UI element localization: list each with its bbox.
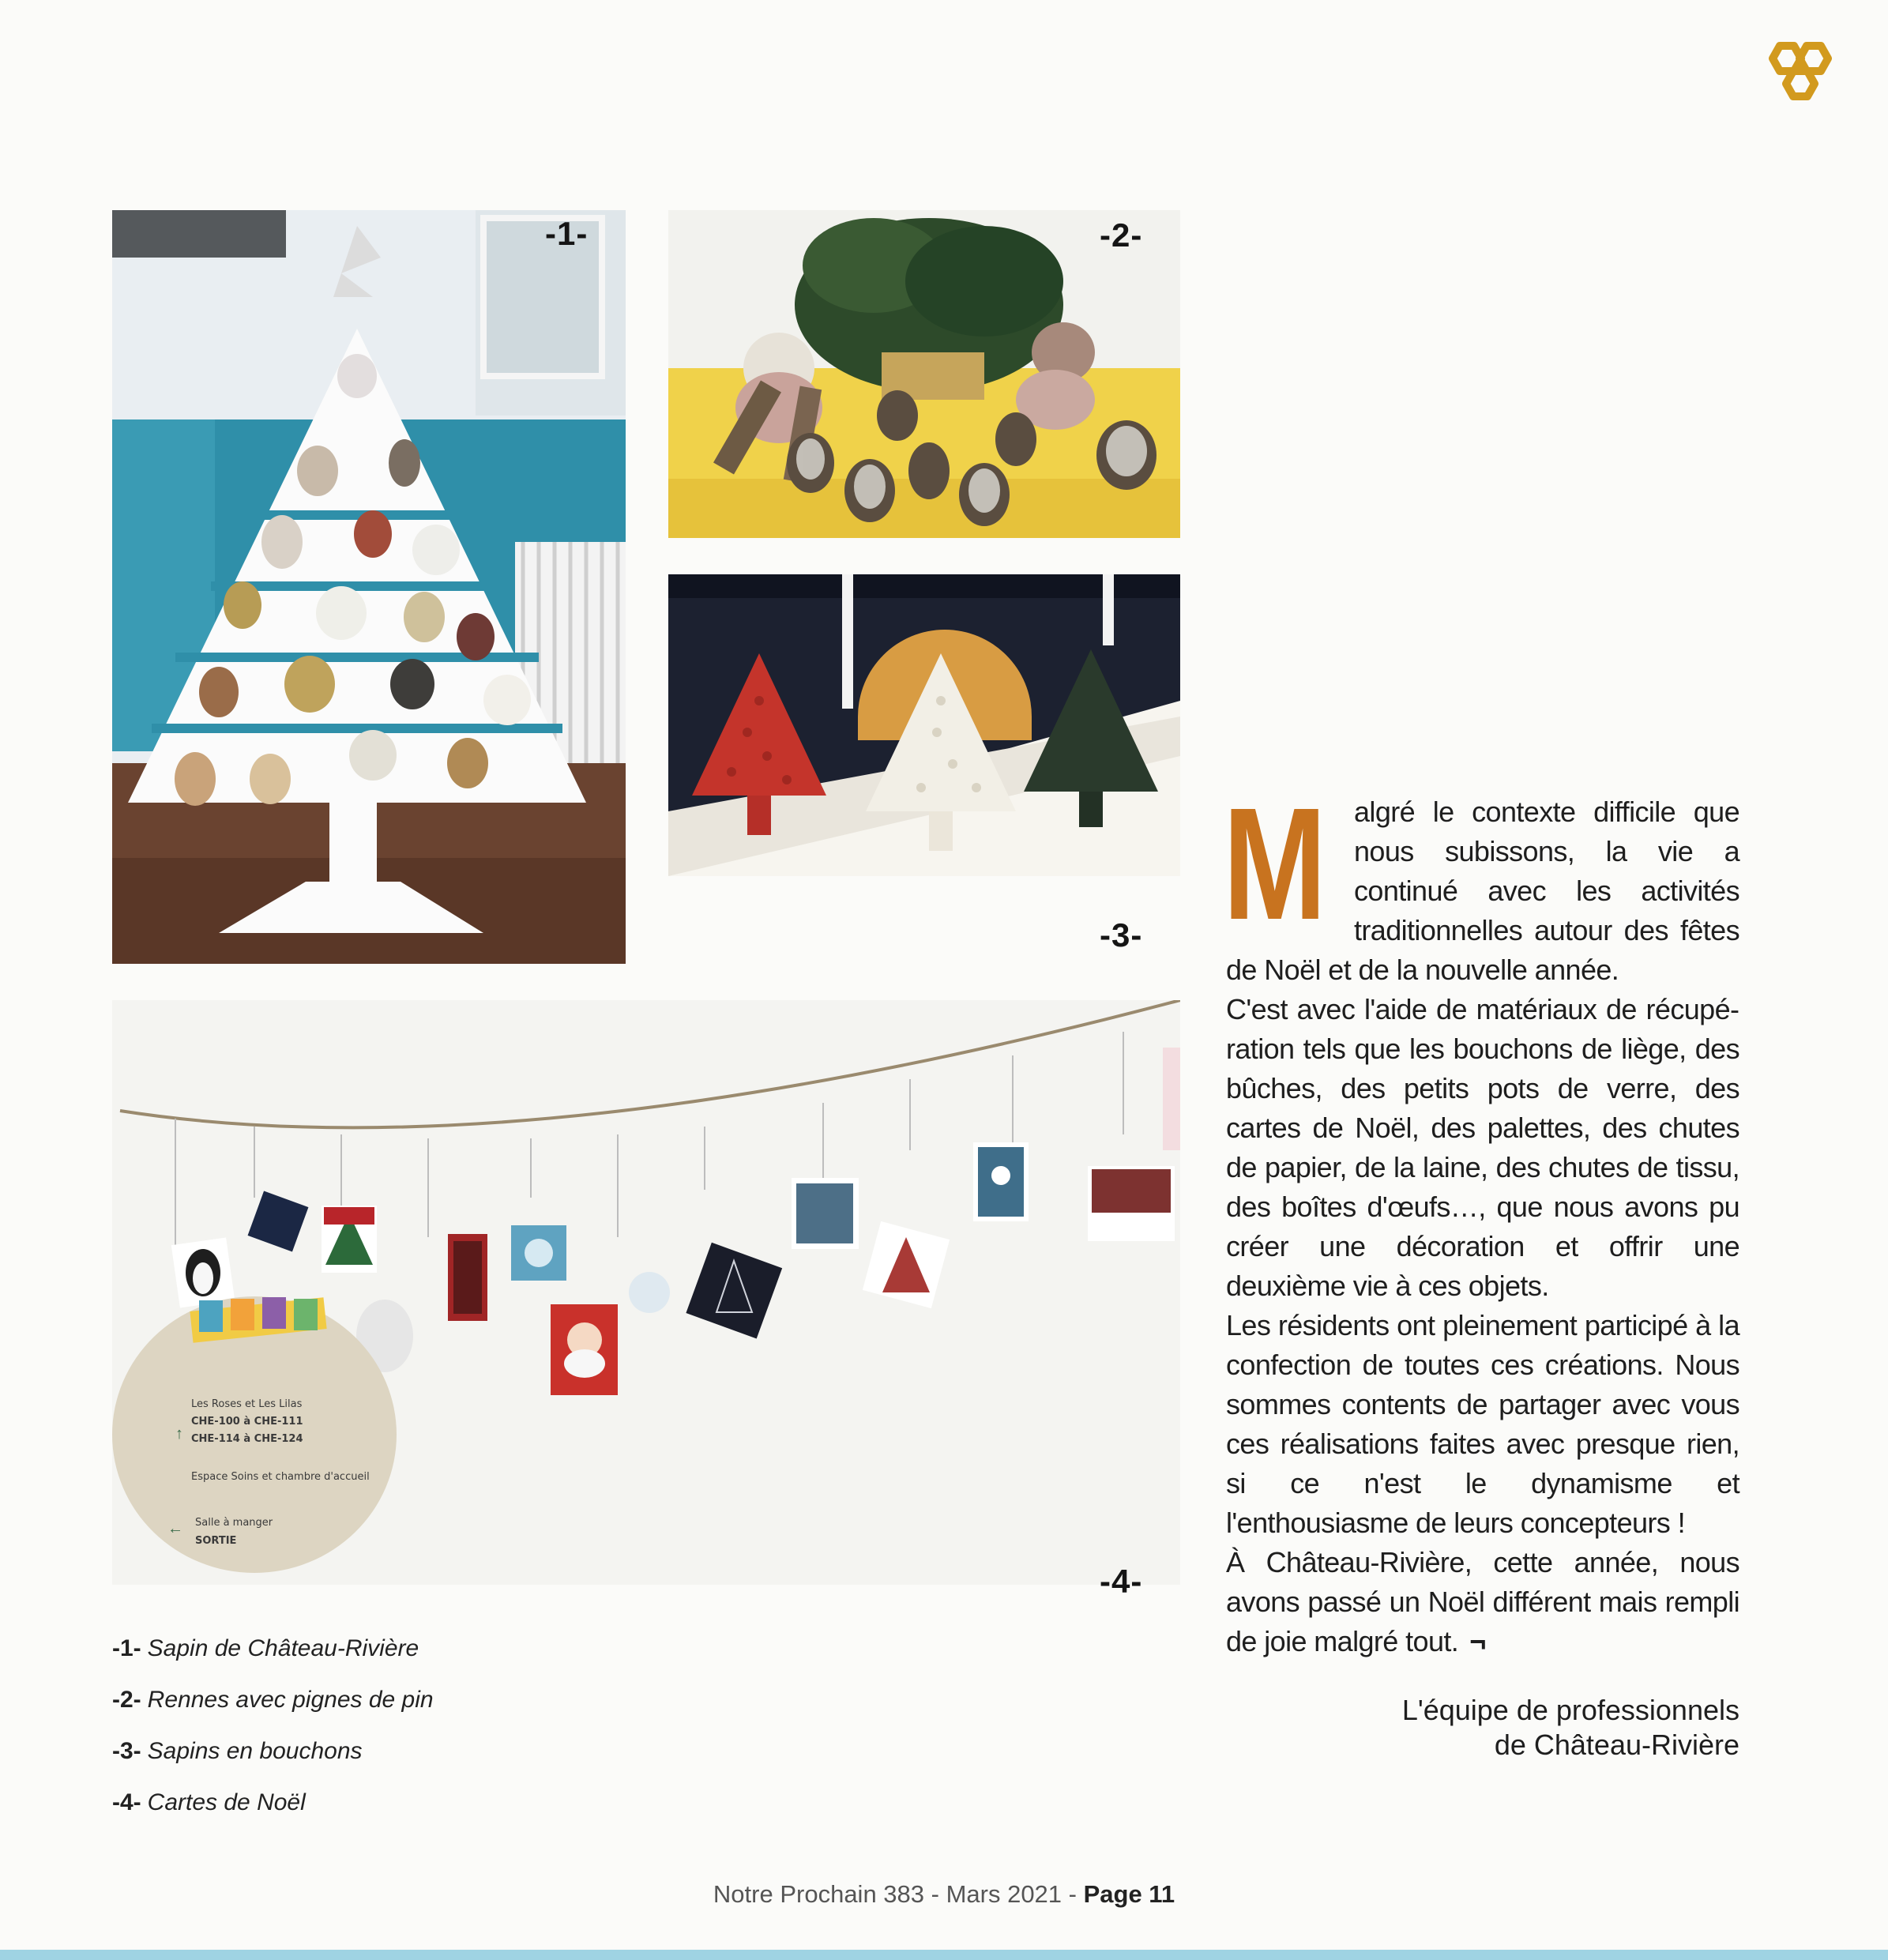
sign-text-salle-a-manger: Salle à manger	[195, 1517, 273, 1529]
caption-number: -1-	[112, 1635, 141, 1661]
caption-1	[112, 1635, 419, 1662]
caption-text: Rennes avec pignes de pin	[147, 1687, 434, 1713]
photo-number: -2-	[1100, 216, 1143, 254]
drop-cap: M	[1223, 774, 1326, 953]
caption-2	[112, 1687, 434, 1714]
photo-pallet-christmas-tree	[112, 210, 626, 964]
caption-number: -4-	[112, 1789, 141, 1815]
article-paragraph: C'est avec l'aide de matériaux de récupération tels que les bouchons de liège, des bûches, des petits pots de verre, des cartes de Noël, des palettes, des chutes de papier, de la laine, des chutes de tissu, des boîtes d'œufs…, que nous avons pu créer une décoration et offrir une deuxième vie à ces objets.	[1226, 993, 1739, 1302]
signature	[1226, 1693, 1739, 1762]
arrow-up-icon: ↑	[175, 1425, 183, 1443]
caption-number: -2-	[112, 1687, 141, 1713]
sign-text-espace-soins: Espace Soins et chambre d'accueil	[191, 1471, 370, 1483]
caption-4	[112, 1789, 306, 1816]
footer-text: Notre Prochain 383 - Mars 2021 -	[713, 1880, 1084, 1908]
sign-text-roses-lilas: Les Roses et Les Lilas	[191, 1398, 303, 1410]
article-body	[1223, 774, 1739, 1661]
article-paragraph-last	[1226, 1543, 1739, 1661]
sign-text-che-100: CHE-100 à CHE-111	[191, 1416, 303, 1428]
caption-text: Sapin de Château-Rivière	[147, 1635, 419, 1661]
page-footer	[0, 1880, 1888, 1909]
signature-line: de Château-Rivière	[1494, 1729, 1739, 1761]
photo-number: -3-	[1100, 916, 1143, 954]
end-mark-icon: ¬	[1469, 1625, 1486, 1657]
sign-text-sortie: SORTIE	[195, 1535, 237, 1547]
caption-text: Sapins en bouchons	[147, 1738, 363, 1764]
photo-number: -1-	[545, 215, 589, 252]
honeycomb-logo-icon	[1758, 40, 1842, 122]
arrow-left-icon: ←	[167, 1520, 183, 1537]
page-number: Page 11	[1083, 1880, 1175, 1908]
bottom-edge-strip	[0, 1950, 1888, 1960]
photo-christmas-cards-garland	[112, 1000, 1180, 1585]
caption-3	[112, 1738, 363, 1765]
article-paragraph: Les résidents ont pleinement participé à la confection de toutes ces créations. Nous sommes contents de partager avec vous ces réalisations faites avec presque rien, si ce n'est le dynamisme et l'enthousiasme de leurs concepteurs !	[1226, 1309, 1739, 1539]
sign-text-che-114: CHE-114 à CHE-124	[191, 1433, 303, 1445]
article-paragraph-text: À Château-Rivière, cette année, nous avons passé un Noël différent mais rempli de joie malgré tout.	[1226, 1546, 1739, 1657]
photo-number: -4-	[1100, 1563, 1143, 1600]
article-paragraph: algré le contexte difficile que nous subissons, la vie a continué avec les activités traditionnelles autour des fêtes de Noël et de la nouvelle année.	[1226, 796, 1739, 986]
caption-number: -3-	[112, 1738, 141, 1764]
photo-cork-trees	[668, 574, 1180, 876]
signature-line: L'équipe de professionnels	[1401, 1694, 1739, 1726]
photo-pinecone-reindeer	[668, 210, 1180, 538]
caption-text: Cartes de Noël	[147, 1789, 306, 1815]
